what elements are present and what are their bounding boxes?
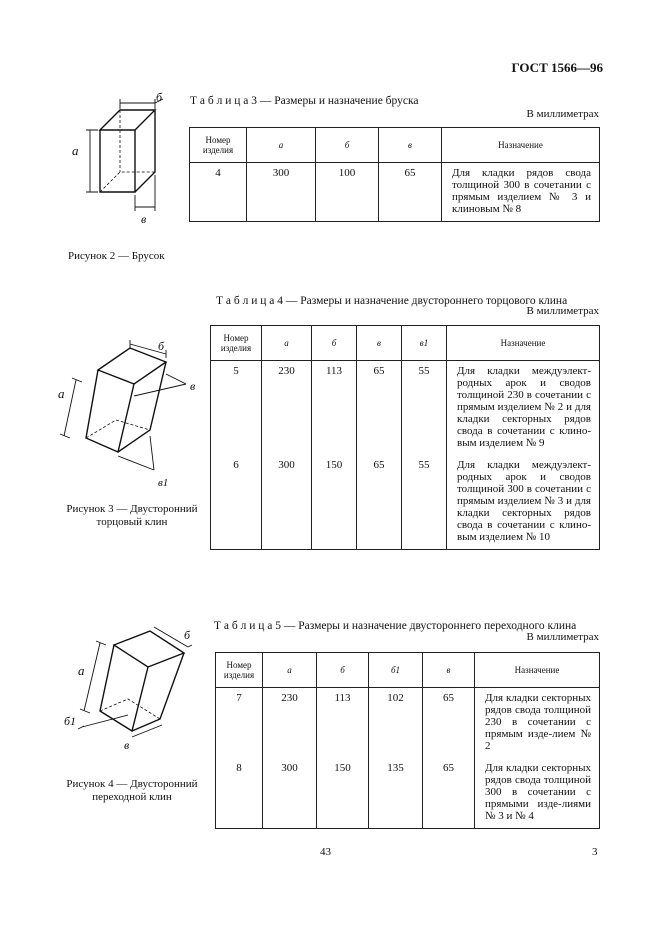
cell-number: 5: [211, 361, 262, 452]
table-5-header-row: [216, 653, 600, 688]
col-header-b: б: [312, 326, 357, 361]
cell-v: 65: [423, 754, 475, 829]
table-row: [211, 361, 600, 452]
transition-wedge-label-b: б: [184, 628, 191, 642]
col-header-v1: в1: [402, 326, 447, 361]
page-number-center: 43: [320, 846, 331, 858]
page-number-right: 3: [592, 846, 598, 858]
table-row: [211, 451, 600, 550]
figure-2-brick-drawing: [68, 90, 188, 235]
cell-a: 230: [263, 688, 317, 755]
figure-2-caption-text: Рисунок 2 — Брусок: [68, 250, 165, 262]
table-4-header-row: [211, 326, 600, 361]
figure-2-caption: [68, 250, 178, 263]
table-4-units: В миллиметрах: [526, 305, 599, 317]
transition-wedge-label-a: а: [78, 663, 85, 678]
transition-wedge-label-v: в: [124, 738, 130, 752]
cell-v1: 55: [402, 451, 447, 550]
brick-label-a: а: [72, 143, 79, 158]
col-header-b: б: [316, 128, 379, 163]
col-header-purpose: Назначение: [447, 326, 600, 361]
end-wedge-label-b: б: [158, 339, 165, 353]
end-wedge-label-a: а: [58, 386, 65, 401]
cell-v: 65: [423, 688, 475, 755]
col-header-b1: б1: [369, 653, 423, 688]
figure-4-caption-line1: Рисунок 4 — Двусторонний: [66, 778, 198, 790]
col-header-purpose: Назначение: [475, 653, 600, 688]
col-header-a: а: [262, 326, 312, 361]
cell-b: 100: [316, 163, 379, 222]
transition-wedge-label-b1: б1: [64, 714, 77, 728]
dimension-lines: [86, 99, 163, 211]
table-5-units: В миллиметрах: [526, 631, 599, 643]
col-header-a: а: [263, 653, 317, 688]
cell-v1: 55: [402, 361, 447, 452]
brick-label-v: в: [141, 212, 147, 226]
col-header-v: в: [423, 653, 475, 688]
table-3-caption: Т а б л и ц а 3 — Размеры и назначение бруска: [190, 95, 419, 107]
cell-number: 4: [190, 163, 247, 222]
brick-label-b: б: [156, 90, 163, 104]
figure-4-caption-line2: переходной клин: [92, 791, 172, 803]
figure-4-caption: [62, 778, 202, 804]
cell-b: 113: [317, 688, 369, 755]
figure-3-caption: [62, 503, 202, 529]
col-header-number: Номер изделия: [216, 653, 263, 688]
cell-v: 65: [379, 163, 442, 222]
cell-number: 6: [211, 451, 262, 550]
cell-purpose: Для кладки секторных рядов свода толщиной 230 в сочетании с прямым изде-лием № 2: [475, 688, 600, 755]
table-3-header-row: [190, 128, 600, 163]
dimension-lines: [60, 340, 186, 470]
col-header-a: а: [247, 128, 316, 163]
table-3-units: В миллиметрах: [526, 108, 599, 120]
table-5: [215, 652, 600, 829]
brick-outline: [100, 110, 155, 192]
end-wedge-outline: [86, 348, 166, 452]
col-header-v: в: [357, 326, 402, 361]
figure-3-end-wedge-drawing: [58, 340, 208, 490]
cell-number: 8: [216, 754, 263, 829]
cell-purpose: Для кладки секторных рядов свода толщиной 300 в сочетании с прямыми изде-лиями № 3 и № 4: [475, 754, 600, 829]
figure-4-transition-wedge-drawing: [62, 625, 212, 765]
figure-3-caption-line1: Рисунок 3 — Двусторонний: [66, 503, 198, 515]
transition-wedge-outline: [100, 631, 184, 731]
cell-purpose: Для кладки междуэлект-родных арок и сводов толщиной 230 в сочетании с прямым изделием № 2 и для кладки секторных рядов свода в сочетании с клино-вым изделием № 9: [447, 361, 600, 452]
cell-a: 230: [262, 361, 312, 452]
cell-a: 300: [247, 163, 316, 222]
table-3: [189, 127, 600, 222]
cell-b1: 102: [369, 688, 423, 755]
cell-a: 300: [263, 754, 317, 829]
cell-purpose: Для кладки междуэлект-родных арок и сводов толщиной 300 в сочетании с прямым изделием № 3 и для кладки секторных рядов свода в сочетании с клино-вым изделием № 10: [447, 451, 600, 550]
end-wedge-label-v: в: [190, 379, 196, 393]
document-code: ГОСТ 1566—96: [511, 60, 603, 75]
table-5-caption: Т а б л и ц а 5 — Размеры и назначение двустороннего переходного клина: [214, 620, 577, 632]
cell-number: 7: [216, 688, 263, 755]
cell-v: 65: [357, 451, 402, 550]
cell-b: 150: [317, 754, 369, 829]
col-header-v: в: [379, 128, 442, 163]
cell-a: 300: [262, 451, 312, 550]
table-4: [210, 325, 600, 550]
table-row: [190, 163, 600, 222]
table-row: [216, 688, 600, 755]
end-wedge-label-v1: в1: [158, 477, 169, 489]
figure-3-caption-line2: торцовый клин: [96, 516, 168, 528]
cell-purpose: Для кладки рядов свода толщиной 300 в сочетании с прямым изделием № 3 и клиновым № 8: [442, 163, 600, 222]
cell-b: 150: [312, 451, 357, 550]
col-header-purpose: Назначение: [442, 128, 600, 163]
cell-b: 113: [312, 361, 357, 452]
cell-v: 65: [357, 361, 402, 452]
cell-b1: 135: [369, 754, 423, 829]
col-header-number: Номер изделия: [211, 326, 262, 361]
table-4-caption: Т а б л и ц а 4 — Размеры и назначение двустороннего торцового клина: [216, 295, 568, 307]
table-row: [216, 754, 600, 829]
col-header-number: Номер изделия: [190, 128, 247, 163]
col-header-b: б: [317, 653, 369, 688]
